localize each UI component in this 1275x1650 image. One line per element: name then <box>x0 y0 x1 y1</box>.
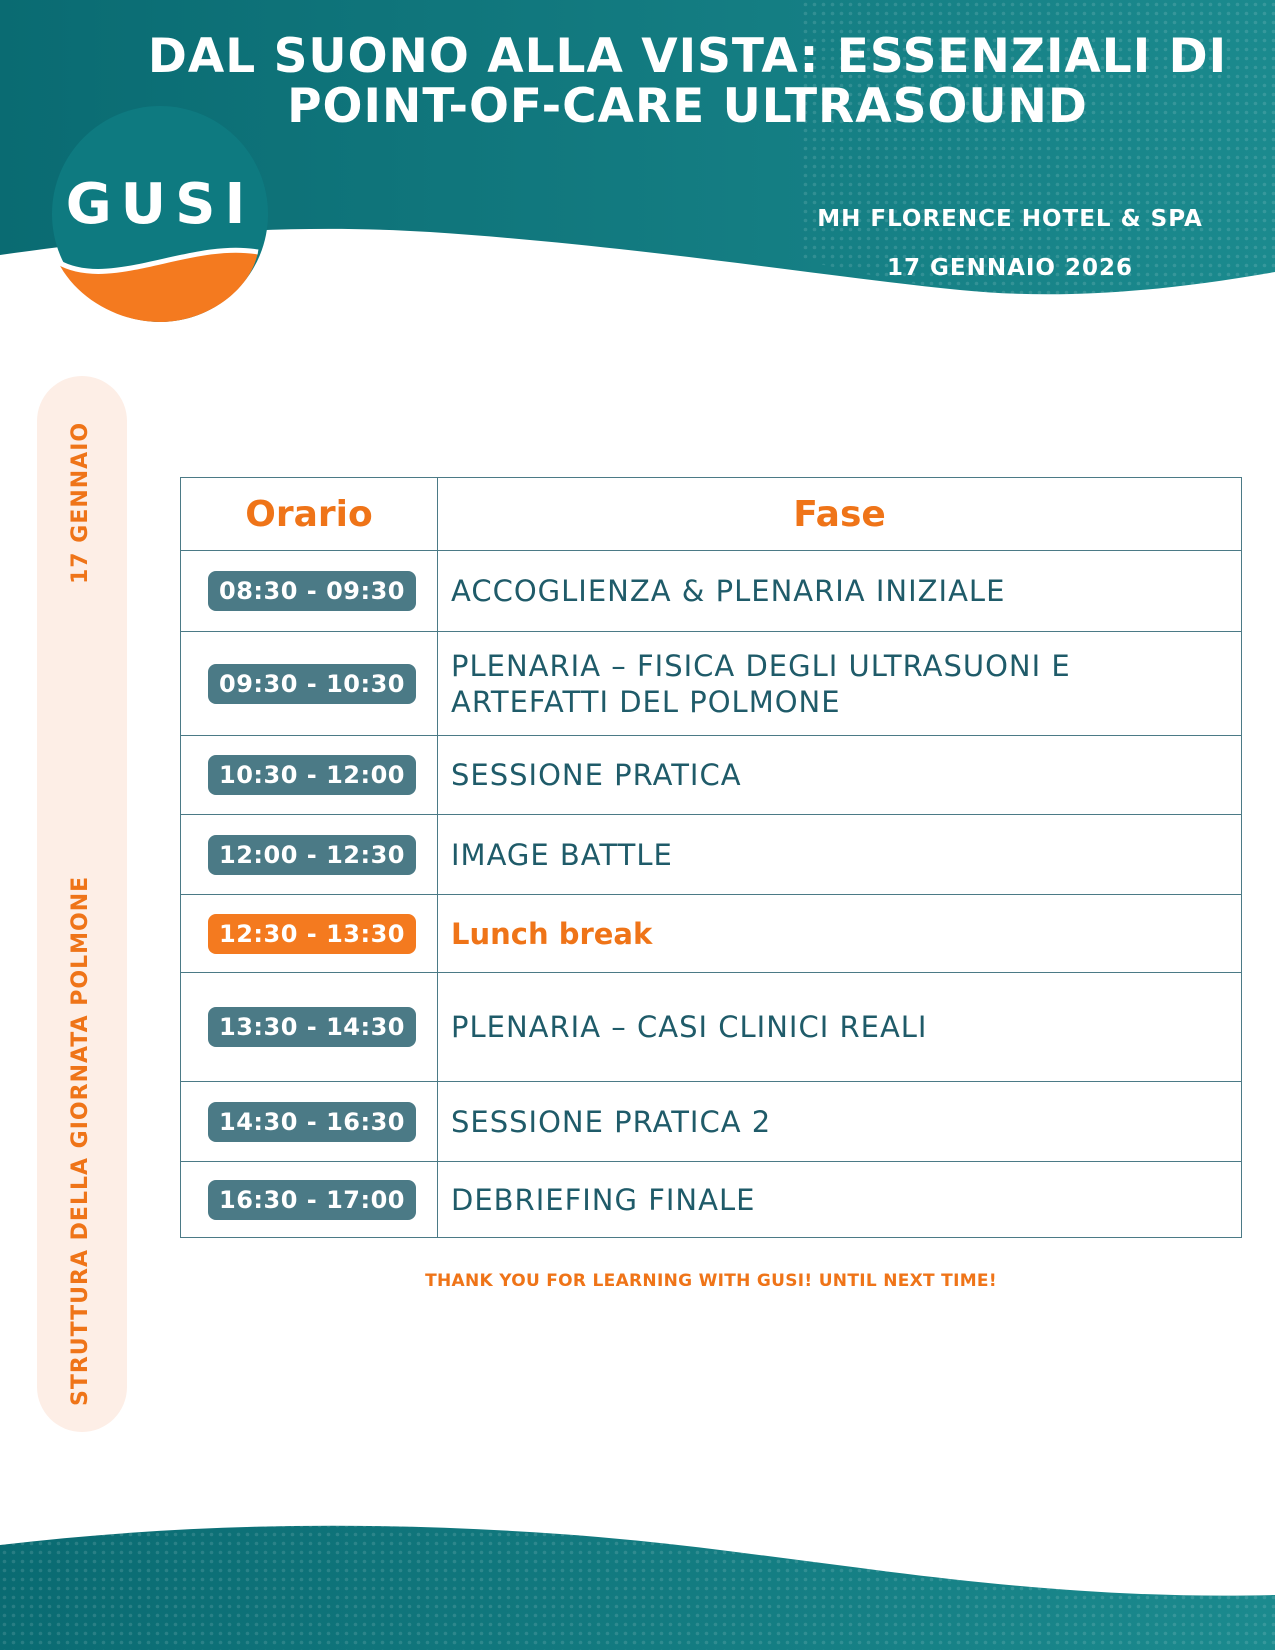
header-phase: Fase <box>438 478 1242 551</box>
table-header-row <box>181 478 1242 551</box>
table-row <box>181 815 1242 895</box>
phase-cell: DEBRIEFING FINALE <box>438 1162 1242 1238</box>
sidebar-date: 17 GENNAIO <box>68 421 93 584</box>
table-row <box>181 551 1242 632</box>
phase-cell: SESSIONE PRATICA <box>438 736 1242 815</box>
time-badge: 16:30 - 17:00 <box>208 1180 416 1220</box>
logo-text: GUSI <box>65 172 255 237</box>
phase-cell: ACCOGLIENZA & PLENARIA INIZIALE <box>438 551 1242 632</box>
time-badge: 10:30 - 12:00 <box>208 755 416 795</box>
table-row <box>181 632 1242 736</box>
table-row <box>181 973 1242 1082</box>
sidebar-label: STRUTTURA DELLA GIORNATA POLMONE <box>68 875 93 1406</box>
phase-cell: IMAGE BATTLE <box>438 815 1242 895</box>
phase-line-1: PLENARIA – FISICA DEGLI ULTRASUONI E <box>451 648 1071 683</box>
time-badge: 08:30 - 09:30 <box>208 571 416 611</box>
header-time: Orario <box>181 478 438 551</box>
title-line-1: DAL SUONO ALLA VISTA: ESSENZIALI DI <box>147 29 1228 84</box>
time-badge: 13:30 - 14:30 <box>208 1007 416 1047</box>
table-row <box>181 1162 1242 1238</box>
event-date: 17 GENNAIO 2026 <box>886 255 1134 281</box>
venue-text: MH FLORENCE HOTEL & SPA <box>817 206 1203 232</box>
table-row <box>181 1082 1242 1162</box>
footer-note: THANK YOU FOR LEARNING WITH GUSI! UNTIL NEXT TIME! <box>425 1271 997 1291</box>
time-badge: 14:30 - 16:30 <box>208 1102 416 1142</box>
phase-cell: PLENARIA – CASI CLINICI REALI <box>438 973 1242 1082</box>
schedule-table <box>180 477 1242 1238</box>
time-badge: 09:30 - 10:30 <box>208 664 416 704</box>
phase-cell <box>438 632 1242 736</box>
page-title <box>140 29 1235 134</box>
table-row <box>181 736 1242 815</box>
title-line-2: POINT-OF-CARE ULTRASOUND <box>287 79 1088 134</box>
time-badge: 12:00 - 12:30 <box>208 835 416 875</box>
time-badge-highlight: 12:30 - 13:30 <box>208 914 416 954</box>
phase-line-2: ARTEFATTI DEL POLMONE <box>451 684 841 719</box>
table-row <box>181 895 1242 973</box>
phase-cell: SESSIONE PRATICA 2 <box>438 1082 1242 1162</box>
phase-cell-highlight: Lunch break <box>438 895 1242 973</box>
